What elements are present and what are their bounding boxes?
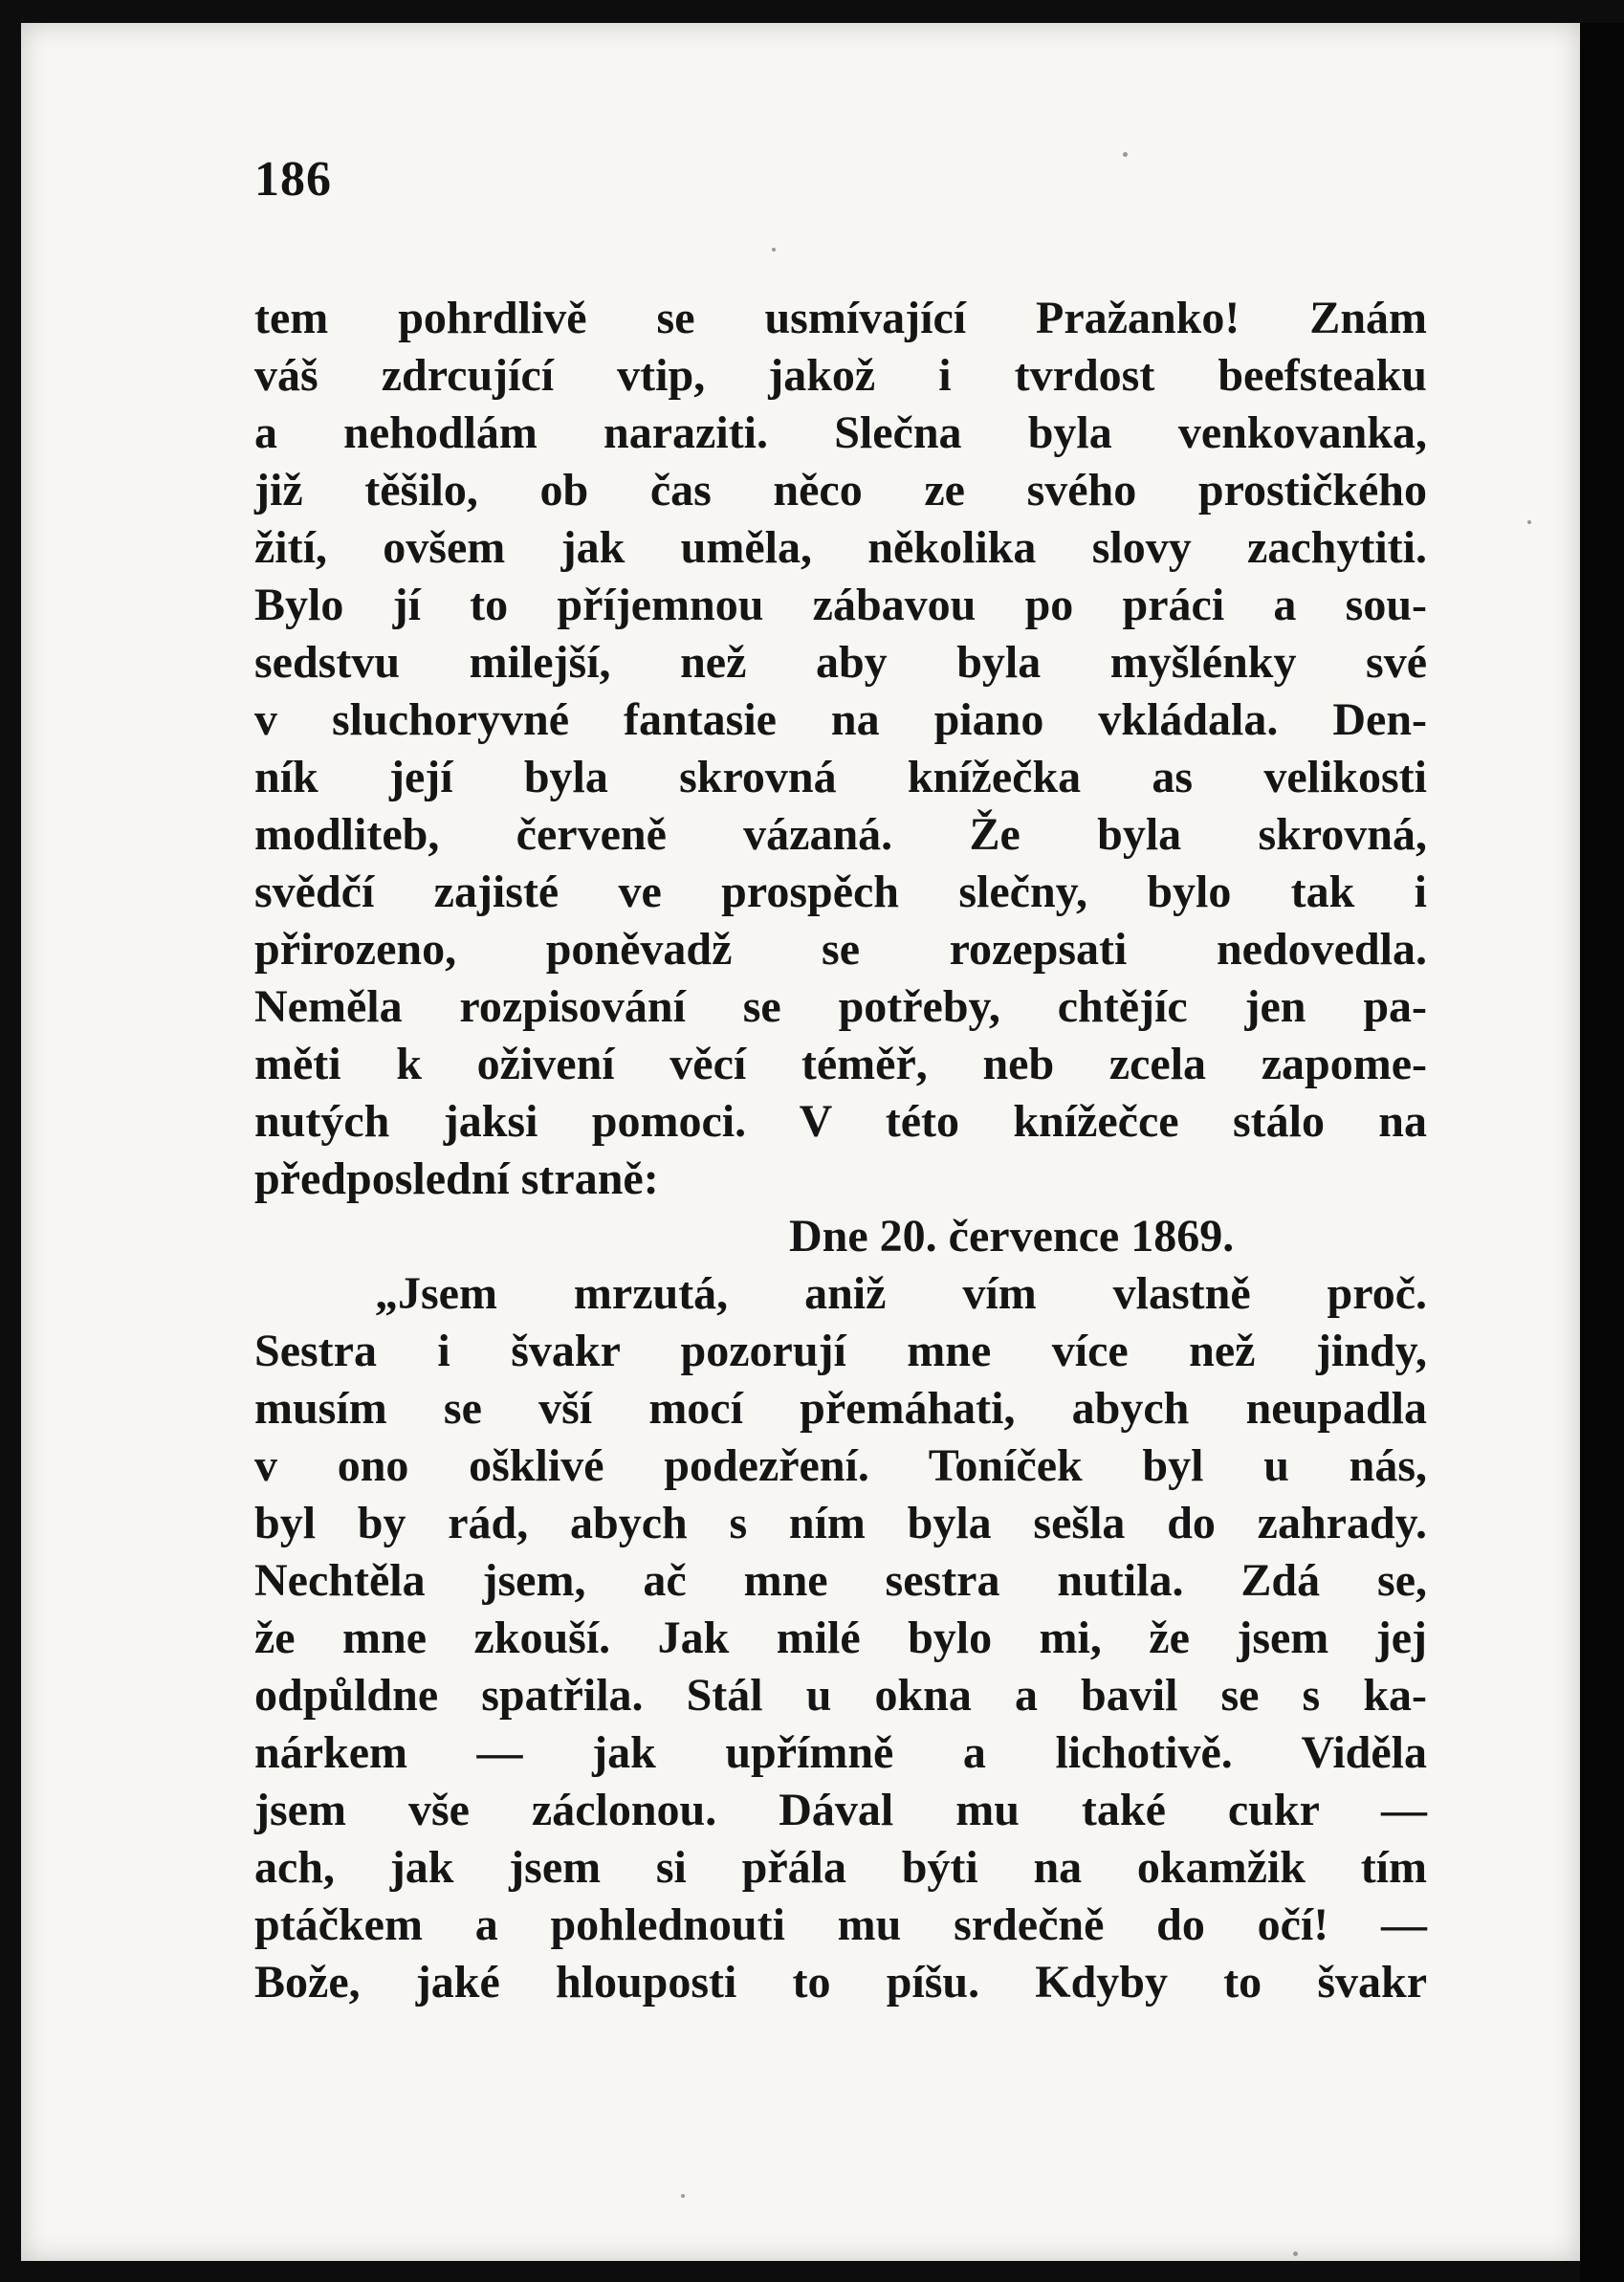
text-line: přirozeno, poněvadž se rozepsati nedovedla. (254, 924, 1427, 975)
text-line: již těšilo, ob čas něco ze svého prostičkého (254, 465, 1427, 516)
diary-line: „Jsem mrzutá, aniž vím vlastně proč. (375, 1268, 1427, 1319)
dust-speck (1123, 152, 1128, 157)
diary-line: ptáčkem a pohlednouti mu srdečně do očí! — (254, 1899, 1427, 1950)
diary-line: odpůldne spatřila. Stál u okna a bavil se s ka- (254, 1670, 1427, 1721)
text-line: váš zdrcující vtip, jakož i tvrdost beefsteaku (254, 350, 1427, 401)
text-line: žití, ovšem jak uměla, několika slovy zachytiti. (254, 522, 1427, 573)
text-line: sedstvu milejší, než aby byla myšlénky své (254, 637, 1427, 688)
diary-line: byl by rád, abych s ním byla sešla do zahrady. (254, 1498, 1427, 1548)
diary-line: Bože, jaké hlouposti to píšu. Kdyby to švakr (254, 1957, 1427, 2008)
scan-border-right (1580, 23, 1624, 2282)
text-line: modliteb, červeně vázaná. Že byla skrovná, (254, 809, 1427, 860)
dust-speck (681, 2194, 685, 2198)
diary-line: že mne zkouší. Jak milé bylo mi, že jsem jej (254, 1613, 1427, 1663)
text-line: tem pohrdlivě se usmívající Pražanko! Znám (254, 293, 1427, 343)
diary-date: Dne 20. července 1869. (789, 1211, 1235, 1262)
diary-line: jsem vše záclonou. Dával mu také cukr — (254, 1785, 1427, 1835)
body-text (254, 290, 1427, 2011)
text-line: a nehodlám naraziti. Slečna byla venkovanka, (254, 407, 1427, 458)
dust-speck (1293, 2251, 1298, 2256)
text-line: svědčí zajisté ve prospěch slečny, bylo tak i (254, 867, 1427, 917)
diary-line: ach, jak jsem si přála býti na okamžik tím (254, 1842, 1427, 1893)
text-line: nutých jaksi pomoci. V této knížečce stálo na (254, 1096, 1427, 1147)
text-line: měti k oživení věcí téměř, neb zcela zapome- (254, 1039, 1427, 1089)
diary-line: v ono ošklivé podezření. Toníček byl u nás, (254, 1440, 1427, 1491)
text-line: v sluchoryvné fantasie na piano vkládala. Den- (254, 694, 1427, 745)
diary-line: Nechtěla jsem, ač mne sestra nutila. Zdá se, (254, 1555, 1427, 1606)
text-line: předposlední straně: (254, 1153, 659, 1204)
diary-line: musím se vší mocí přemáhati, abych neupadla (254, 1383, 1427, 1434)
text-line: Neměla rozpisování se potřeby, chtějíc jen pa- (254, 981, 1427, 1032)
dust-speck (772, 248, 776, 252)
page-number: 186 (254, 152, 332, 207)
diary-line: Sestra i švakr pozorují mne více než jindy, (254, 1326, 1427, 1376)
diary-line: nárkem — jak upřímně a lichotivě. Viděla (254, 1727, 1427, 1778)
text-line: Bylo jí to příjemnou zábavou po práci a sou- (254, 580, 1427, 630)
text-line: ník její byla skrovná knížečka as velikosti (254, 752, 1427, 802)
dust-speck (1527, 520, 1531, 524)
